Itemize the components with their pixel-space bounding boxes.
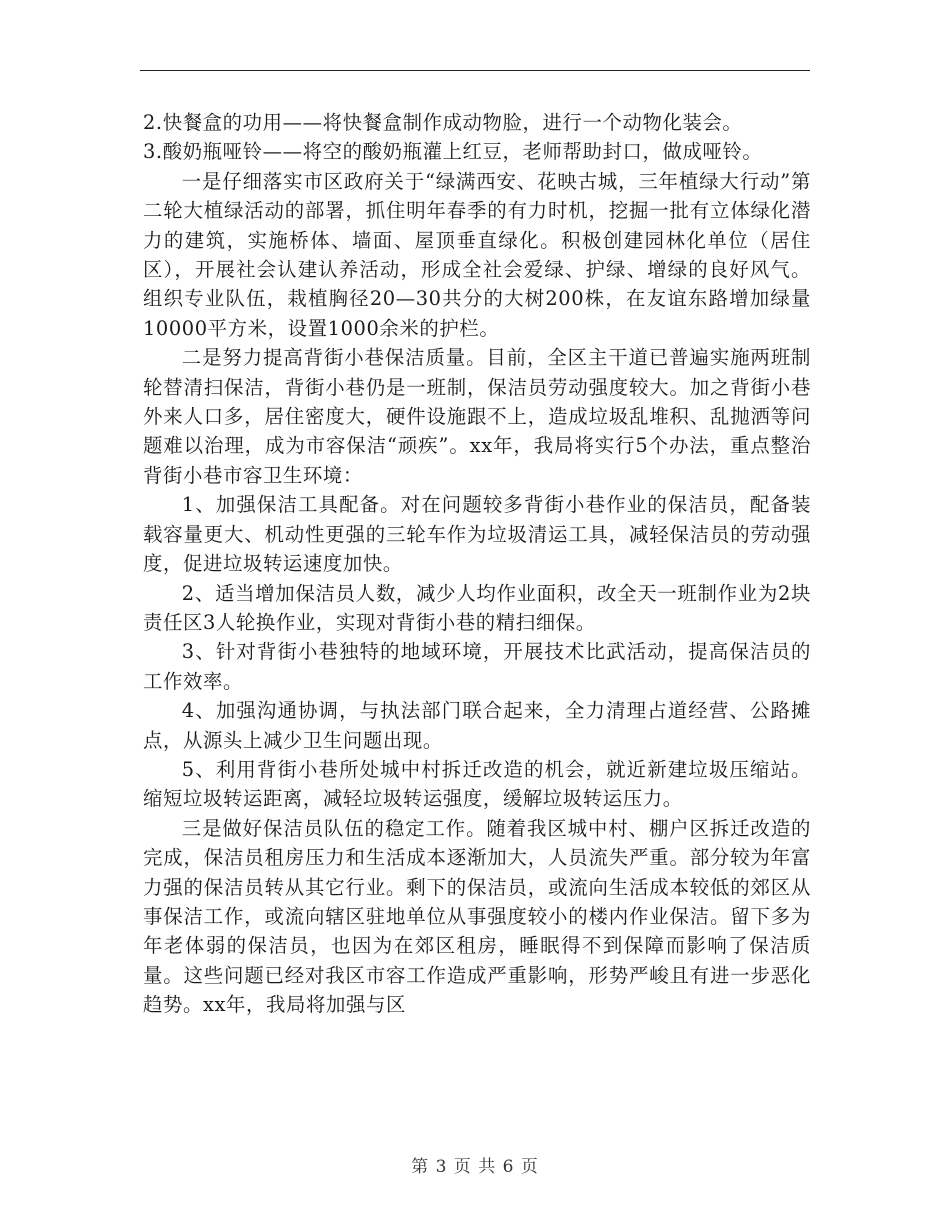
paragraph-5: 1、加强保洁工具配备。对在问题较多背街小巷作业的保洁员，配备装载容量更大、机动性更强的三轮车作为垃圾清运工具，减轻保洁员的劳动强度，促进垃圾转运速度加快。 bbox=[143, 493, 811, 576]
header-divider bbox=[140, 70, 810, 71]
paragraph-8: 4、加强沟通协调，与执法部门联合起来，全力清理占道经营、公路摊点，从源头上减少卫生问题出现。 bbox=[143, 699, 811, 752]
paragraph-9: 5、利用背街小巷所处城中村拆迁改造的机会，就近新建垃圾压缩站。缩短垃圾转运距离，减轻垃圾转运强度，缓解垃圾转运压力。 bbox=[143, 757, 811, 811]
paragraph-1: 2.快餐盒的功用——将快餐盒制作成动物脸，进行一个动物化装会。 bbox=[143, 111, 743, 134]
page-number-footer: 第 3 页 共 6 页 bbox=[411, 1157, 539, 1177]
paragraph-10: 三是做好保洁员队伍的稳定工作。随着我区城中村、棚户区拆迁改造的完成，保洁员租房压力和生活成本逐渐加大，人员流失严重。部分较为年富力强的保洁员转从其它行业。剩下的保洁员，或流向生活成本较低的郊区从事保洁工作，或流向辖区驻地单位从事强度较小的楼内作业保洁。留下多为年老体弱的保洁员，也因为在郊区租房，睡眠得不到保障而影响了保洁质量。这些问题已经对我区市容工作造成严重影响，形势严峻且有进一步恶化趋势。xx年，我局将加强与区 bbox=[143, 816, 811, 1017]
paragraph-2: 3.酸奶瓶哑铃——将空的酸奶瓶灌上红豆，老师帮助封口，做成哑铃。 bbox=[143, 140, 763, 164]
paragraph-3: 一是仔细落实市区政府关于“绿满西安、花映古城，三年植绿大行动”第二轮大植绿活动的部署，抓住明年春季的有力时机，挖掘一批有立体绿化潜力的建筑，实施桥体、墙面、屋顶垂直绿化。积极创建园林化单位（居住区），开展社会认建认养活动，形成全社会爱绿、护绿、增绿的良好风气。组织专业队伍，栽植胸径20—30共分的大树200株，在友谊东路增加绿量10000平方米，设置1000余米的护栏。 bbox=[143, 169, 811, 340]
paragraph-7: 3、针对背街小巷独特的地域环境，开展技术比武活动，提高保洁员的工作效率。 bbox=[143, 640, 811, 693]
paragraph-4: 二是努力提高背街小巷保洁质量。目前，全区主干道已普遍实施两班制轮替清扫保洁，背街小巷仍是一班制，保洁员劳动强度较大。加之背街小巷外来人口多，居住密度大，硬件设施跟不上，造成垃圾乱堆积、乱抛洒等问题难以治理，成为市容保洁“顽疾”。xx年，我局将实行5个办法，重点整治背街小巷市容卫生环境： bbox=[143, 346, 811, 487]
document-body bbox=[143, 108, 811, 1020]
paragraph-6: 2、适当增加保洁员人数，减少人均作业面积，改全天一班制作业为2块责任区3人轮换作业，实现对背街小巷的精扫细保。 bbox=[143, 581, 811, 634]
